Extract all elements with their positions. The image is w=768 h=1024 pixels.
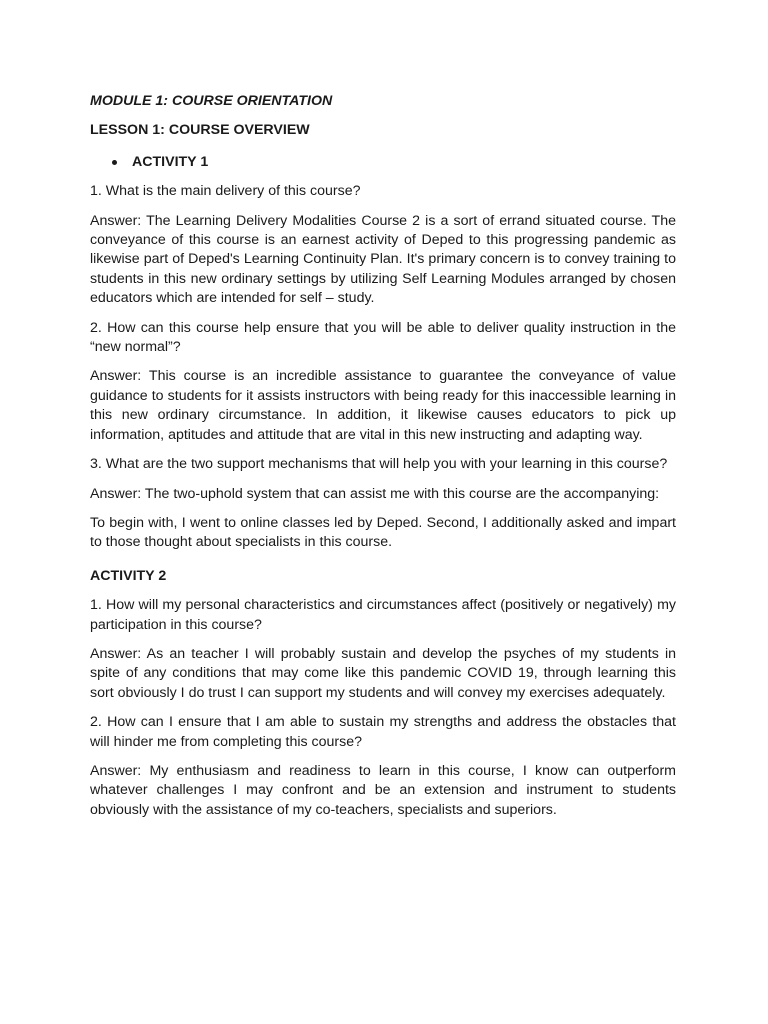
activity2-heading: ACTIVITY 2: [90, 567, 167, 584]
activity2-question-2: 2. How can I ensure that I am able to sustain my strengths and address the obstacles that will hinder me from completing this course?: [90, 714, 676, 750]
activity2-answer-1: Answer: As an teacher I will probably sustain and develop the psyches of my students in spite of any conditions that may come like this pandemic COVID 19, through learning this sort obviously I do trust I can support my students and will convey my exercises adequately.: [90, 645, 676, 701]
activity1-answer-3-extra: To begin with, I went to online classes led by Deped. Second, I additionally asked and impart to those thought about specialists in this course.: [90, 514, 676, 551]
activity1-heading-text: ACTIVITY 1: [132, 153, 209, 170]
activity1-question-3: 3. What are the two support mechanisms that will help you with your learning in this course?: [90, 456, 668, 473]
activity1-answer-3: Answer: The two-uphold system that can assist me with this course are the accompanying:: [90, 485, 660, 502]
module-title: MODULE 1: COURSE ORIENTATION: [90, 93, 333, 109]
activity1-heading: [90, 153, 676, 172]
activity2-question-1: 1. How will my personal characteristics and circumstances affect (positively or negatively) my participation in this course?: [90, 597, 676, 633]
activity2-answer-2: Answer: My enthusiasm and readiness to learn in this course, I know can outperform whatever challenges I may confront and be an extension and instrument to students obviously with the assistance of my co-teachers, specialists and superiors.: [90, 762, 676, 818]
bullet-icon: [112, 160, 117, 165]
activity1-answer-2: Answer: This course is an incredible assistance to guarantee the conveyance of value guidance to students for it assists instructors with being ready for this inaccessible learning in this new ordinary circumstance. In addition, it likewise causes educators to pick up information, aptitudes and attitude that are vital in this new instructing and adapting way.: [90, 368, 676, 443]
activity1-answer-1: Answer: The Learning Delivery Modalities Course 2 is a sort of errand situated course. The conveyance of this course is an earnest activity of Deped to this progressing pandemic as likewise part of Deped's Learning Continuity Plan. It's primary concern is to convey training to students in this new ordinary settings by utilizing Self Learning Modules arranged by chosen educators which are intended for self – study.: [90, 212, 676, 307]
activity1-question-2: 2. How can this course help ensure that you will be able to deliver quality instruction in the “new normal”?: [90, 319, 676, 356]
activity1-question-1: 1. What is the main delivery of this course?: [90, 183, 361, 200]
document-page: [90, 92, 676, 830]
lesson-title: LESSON 1: COURSE OVERVIEW: [90, 122, 310, 139]
